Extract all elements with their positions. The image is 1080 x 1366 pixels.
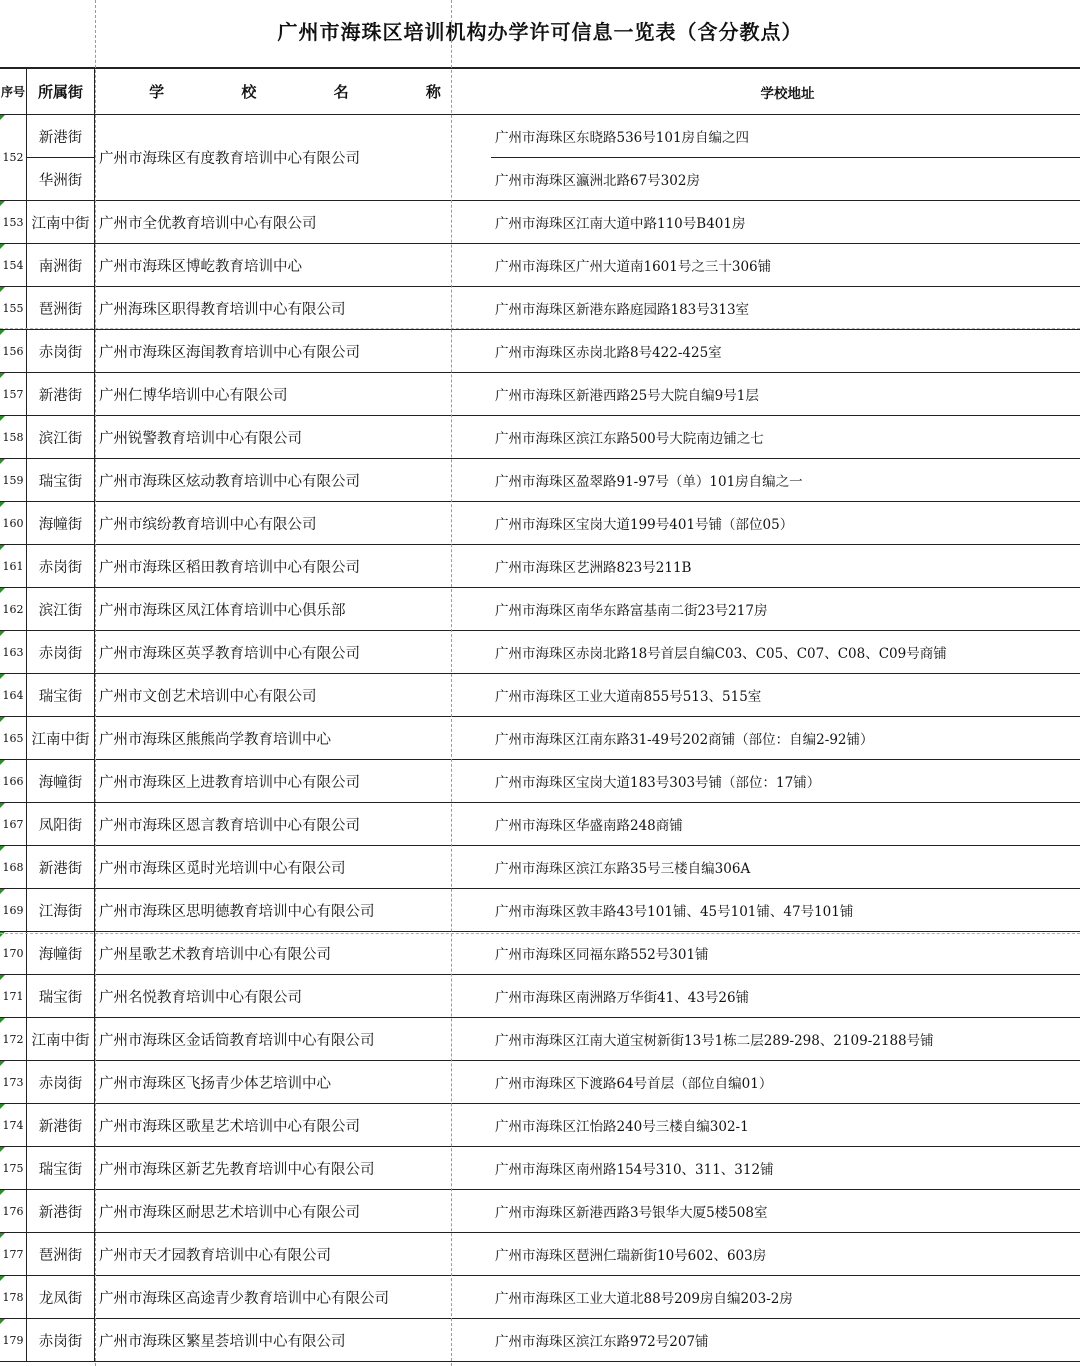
table-row: [0, 287, 1080, 330]
row-street: 海幢街: [27, 760, 95, 803]
row-school-name: 广州市海珠区上进教育培训中心有限公司: [95, 760, 492, 803]
table-row: [0, 588, 1080, 631]
row-street: 赤岗街: [27, 545, 95, 588]
table-row: [0, 717, 1080, 760]
row-address: 广州市海珠区瀛洲北路67号302房: [491, 158, 1080, 201]
table-header-row: [0, 68, 1080, 115]
header-street: 所属街: [27, 68, 95, 115]
row-street: 赤岗街: [27, 631, 95, 674]
row-address: 广州市海珠区广州大道南1601号之三十306铺: [491, 244, 1080, 287]
table-row: [0, 1233, 1080, 1276]
row-number: 162: [0, 588, 27, 631]
page-break-line: [451, 0, 452, 1366]
row-address: 广州市海珠区江南大道中路110号B401房: [491, 201, 1080, 244]
table-row: [0, 932, 1080, 975]
row-address: 广州市海珠区华盛南路248商铺: [491, 803, 1080, 846]
table-row: [0, 373, 1080, 416]
row-street: 新港街: [27, 1104, 95, 1147]
row-number: 173: [0, 1061, 27, 1104]
row-school-name: 广州市海珠区高途青少教育培训中心有限公司: [95, 1276, 492, 1319]
row-street: 新港街: [27, 373, 95, 416]
row-school-name: 广州市海珠区凤江体育培训中心俱乐部: [95, 588, 492, 631]
row-school-name: 广州市海珠区思明德教育培训中心有限公司: [95, 889, 492, 932]
row-street: 瑞宝街: [27, 459, 95, 502]
row-number: 160: [0, 502, 27, 545]
row-number: 169: [0, 889, 27, 932]
table-row: [0, 244, 1080, 287]
table-row: [0, 1061, 1080, 1104]
row-address: 广州市海珠区同福东路552号301铺: [491, 932, 1080, 975]
row-street: 赤岗街: [27, 1319, 95, 1362]
header-school-name: 学 校 名 称: [95, 68, 492, 115]
row-number: 155: [0, 287, 27, 330]
row-address: 广州市海珠区新港西路3号银华大厦5楼508室: [491, 1190, 1080, 1233]
row-street: 江南中街: [27, 1018, 95, 1061]
row-street: 琶洲街: [27, 287, 95, 330]
row-address: 广州市海珠区滨江东路35号三楼自编306A: [491, 846, 1080, 889]
row-school-name: 广州市海珠区熊熊尚学教育培训中心: [95, 717, 492, 760]
row-street: 瑞宝街: [27, 975, 95, 1018]
row-number: 175: [0, 1147, 27, 1190]
table-row: [0, 1319, 1080, 1362]
row-school-name: 广州市缤纷教育培训中心有限公司: [95, 502, 492, 545]
row-street: 海幢街: [27, 502, 95, 545]
row-street: 赤岗街: [27, 1061, 95, 1104]
table-row: [0, 846, 1080, 889]
row-school-name: 广州星歌艺术教育培训中心有限公司: [95, 932, 492, 975]
row-address: 广州市海珠区南华东路富基南二街23号217房: [491, 588, 1080, 631]
row-school-name: 广州市海珠区有度教育培训中心有限公司: [95, 115, 492, 201]
table-row: [0, 1276, 1080, 1319]
row-address: 广州市海珠区江南大道宝树新街13号1栋二层289-298、2109-2188号铺: [491, 1018, 1080, 1061]
row-school-name: 广州市海珠区海闺教育培训中心有限公司: [95, 330, 492, 373]
table-row: [0, 760, 1080, 803]
table-row: [0, 631, 1080, 674]
row-school-name: 广州名悦教育培训中心有限公司: [95, 975, 492, 1018]
table-row: [0, 201, 1080, 244]
row-number: 152: [0, 115, 27, 201]
row-school-name: 广州市海珠区恩言教育培训中心有限公司: [95, 803, 492, 846]
row-number: 154: [0, 244, 27, 287]
row-address: 广州市海珠区南州路154号310、311、312铺: [491, 1147, 1080, 1190]
row-street: 江海街: [27, 889, 95, 932]
row-school-name: 广州市文创艺术培训中心有限公司: [95, 674, 492, 717]
table-row: [0, 1104, 1080, 1147]
row-street: 南洲街: [27, 244, 95, 287]
row-number: 174: [0, 1104, 27, 1147]
row-street: 龙凤街: [27, 1276, 95, 1319]
row-street: 新港街: [27, 115, 95, 158]
row-address: 广州市海珠区艺洲路823号211B: [491, 545, 1080, 588]
row-school-name: 广州市全优教育培训中心有限公司: [95, 201, 492, 244]
row-street: 江南中街: [27, 201, 95, 244]
row-number: 172: [0, 1018, 27, 1061]
row-street: 凤阳街: [27, 803, 95, 846]
row-street: 新港街: [27, 1190, 95, 1233]
table-row: [0, 1190, 1080, 1233]
row-address: 广州市海珠区工业大道南855号513、515室: [491, 674, 1080, 717]
row-address: 广州市海珠区南洲路万华街41、43号26铺: [491, 975, 1080, 1018]
row-school-name: 广州市天才园教育培训中心有限公司: [95, 1233, 492, 1276]
row-street: 琶洲街: [27, 1233, 95, 1276]
row-number: 159: [0, 459, 27, 502]
page-title: 广州市海珠区培训机构办学许可信息一览表（含分教点）: [277, 20, 803, 44]
table-row: [0, 1018, 1080, 1061]
table-row: [0, 889, 1080, 932]
row-number: 178: [0, 1276, 27, 1319]
table-row: [0, 115, 1080, 158]
row-street: 江南中街: [27, 717, 95, 760]
row-school-name: 广州海珠区职得教育培训中心有限公司: [95, 287, 492, 330]
row-address: 广州市海珠区滨江东路500号大院南边铺之七: [491, 416, 1080, 459]
page-break-line: [0, 933, 1080, 934]
row-address: 广州市海珠区琶洲仁瑞新街10号602、603房: [491, 1233, 1080, 1276]
row-street: 瑞宝街: [27, 1147, 95, 1190]
row-number: 156: [0, 330, 27, 373]
school-license-table: [0, 67, 1080, 1362]
header-school-address: 学校地址: [491, 68, 1080, 115]
table-row: [0, 502, 1080, 545]
row-school-name: 广州市海珠区英孚教育培训中心有限公司: [95, 631, 492, 674]
table-row: [0, 674, 1080, 717]
row-school-name: 广州市海珠区新艺先教育培训中心有限公司: [95, 1147, 492, 1190]
table-row: [0, 330, 1080, 373]
row-address: 广州市海珠区宝岗大道183号303号铺（部位：17铺）: [491, 760, 1080, 803]
table-row: [0, 459, 1080, 502]
row-address: 广州市海珠区东晓路536号101房自编之四: [491, 115, 1080, 158]
row-number: 170: [0, 932, 27, 975]
row-street: 华洲街: [27, 158, 95, 201]
table-row: [0, 1147, 1080, 1190]
page-break-line: [0, 328, 1080, 329]
page-break-line: [95, 0, 96, 1366]
row-school-name: 广州市海珠区歌星艺术培训中心有限公司: [95, 1104, 492, 1147]
row-number: 179: [0, 1319, 27, 1362]
row-number: 164: [0, 674, 27, 717]
row-number: 165: [0, 717, 27, 760]
row-address: 广州市海珠区赤岗北路8号422-425室: [491, 330, 1080, 373]
row-address: 广州市海珠区江南东路31-49号202商铺（部位：自编2-92铺）: [491, 717, 1080, 760]
row-address: 广州市海珠区滨江东路972号207铺: [491, 1319, 1080, 1362]
row-school-name: 广州仁博华培训中心有限公司: [95, 373, 492, 416]
row-school-name: 广州市海珠区觅时光培训中心有限公司: [95, 846, 492, 889]
row-school-name: 广州市海珠区金话筒教育培训中心有限公司: [95, 1018, 492, 1061]
table-row: [0, 803, 1080, 846]
row-school-name: 广州市海珠区繁星荟培训中心有限公司: [95, 1319, 492, 1362]
row-number: 167: [0, 803, 27, 846]
row-number: 158: [0, 416, 27, 459]
row-address: 广州市海珠区赤岗北路18号首层自编C03、C05、C07、C08、C09号商铺: [491, 631, 1080, 674]
row-street: 赤岗街: [27, 330, 95, 373]
row-number: 153: [0, 201, 27, 244]
row-number: 157: [0, 373, 27, 416]
row-number: 168: [0, 846, 27, 889]
row-address: 广州市海珠区宝岗大道199号401号铺（部位05）: [491, 502, 1080, 545]
row-number: 177: [0, 1233, 27, 1276]
row-number: 166: [0, 760, 27, 803]
row-number: 171: [0, 975, 27, 1018]
row-number: 161: [0, 545, 27, 588]
header-no: 序号: [0, 68, 27, 115]
table-row: [0, 545, 1080, 588]
row-address: 广州市海珠区江怡路240号三楼自编302-1: [491, 1104, 1080, 1147]
row-school-name: 广州市海珠区耐思艺术培训中心有限公司: [95, 1190, 492, 1233]
row-street: 滨江街: [27, 588, 95, 631]
row-number: 176: [0, 1190, 27, 1233]
row-school-name: 广州市海珠区博屹教育培训中心: [95, 244, 492, 287]
row-address: 广州市海珠区敦丰路43号101铺、45号101铺、47号101铺: [491, 889, 1080, 932]
row-street: 海幢街: [27, 932, 95, 975]
row-address: 广州市海珠区下渡路64号首层（部位自编01）: [491, 1061, 1080, 1104]
row-school-name: 广州市海珠区炫动教育培训中心有限公司: [95, 459, 492, 502]
row-school-name: 广州锐警教育培训中心有限公司: [95, 416, 492, 459]
row-address: 广州市海珠区工业大道北88号209房自编203-2房: [491, 1276, 1080, 1319]
row-address: 广州市海珠区新港东路庭园路183号313室: [491, 287, 1080, 330]
row-street: 滨江街: [27, 416, 95, 459]
row-school-name: 广州市海珠区飞扬青少体艺培训中心: [95, 1061, 492, 1104]
row-address: 广州市海珠区盈翠路91-97号（单）101房自编之一: [491, 459, 1080, 502]
row-address: 广州市海珠区新港西路25号大院自编9号1层: [491, 373, 1080, 416]
table-row: [0, 416, 1080, 459]
row-street: 瑞宝街: [27, 674, 95, 717]
table-row: [0, 975, 1080, 1018]
row-number: 163: [0, 631, 27, 674]
row-school-name: 广州市海珠区稻田教育培训中心有限公司: [95, 545, 492, 588]
row-street: 新港街: [27, 846, 95, 889]
